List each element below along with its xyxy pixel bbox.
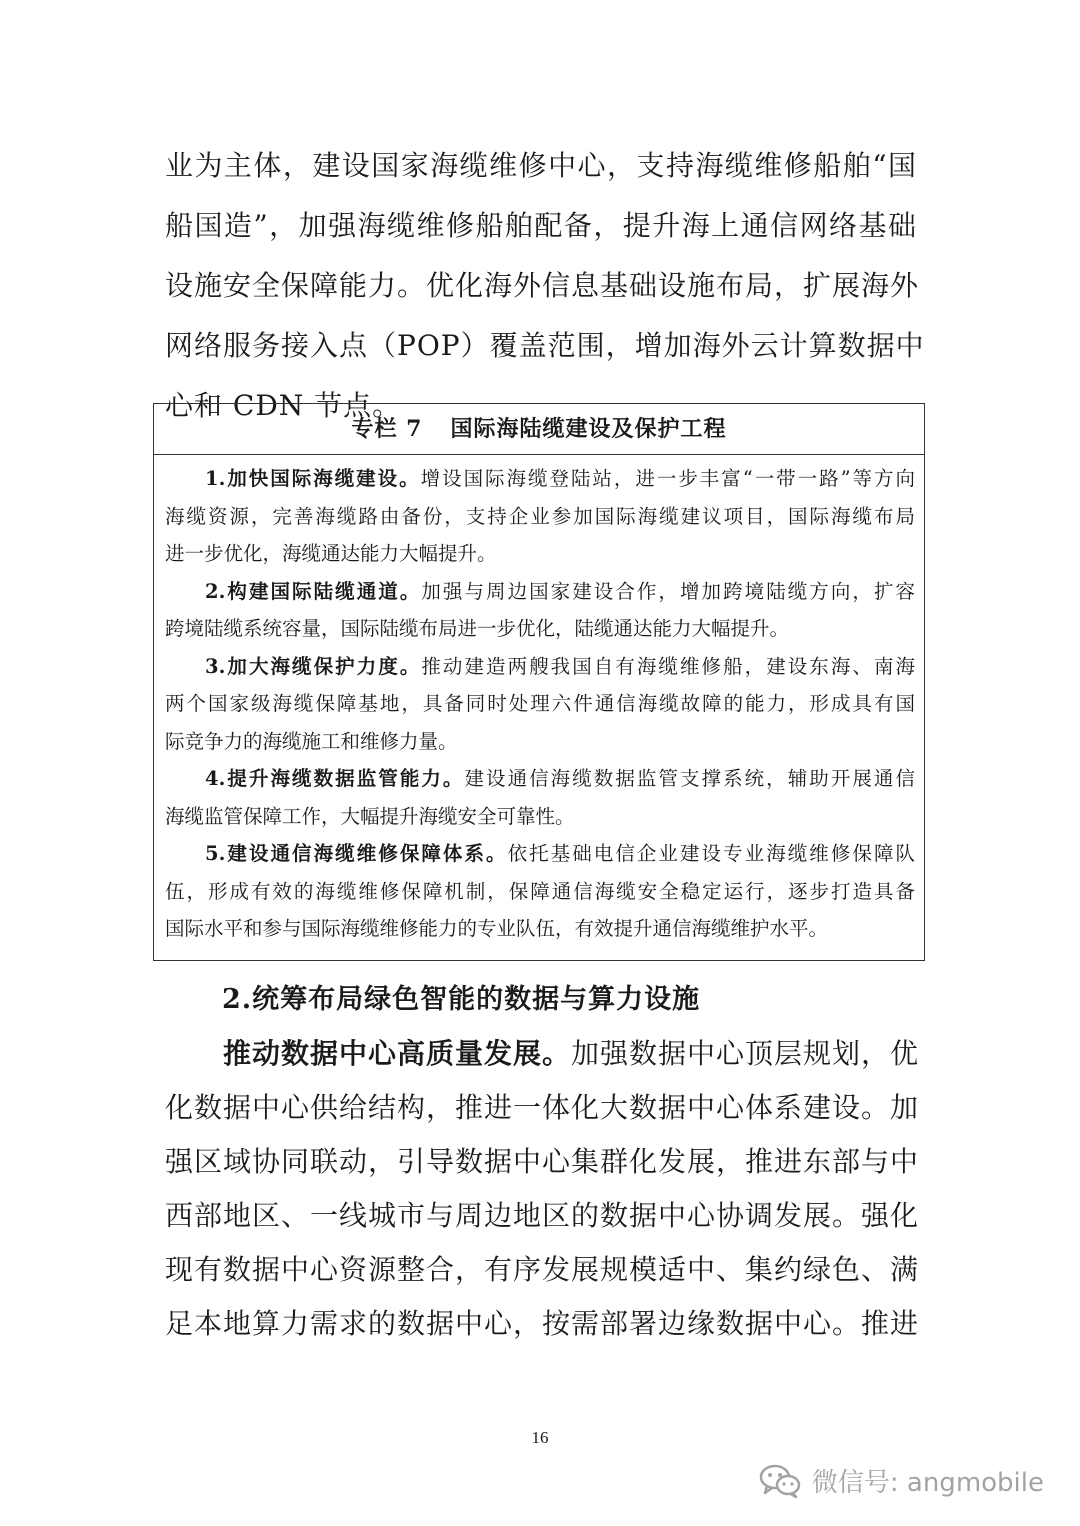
- watermark: [758, 1462, 1044, 1499]
- paragraph-line: 业为主体，建设国家海缆维修中心，支持海缆维修船舶“国: [165, 149, 917, 182]
- item-text: 两个国家级海缆保障基地，具备同时处理六件通信海缆故障的能力，形成具有国: [165, 692, 915, 715]
- box-body: [165, 460, 915, 948]
- wechat-icon: [758, 1463, 802, 1499]
- box-item: [165, 835, 915, 948]
- item-lead: 5.建设通信海缆维修保障体系。: [205, 842, 508, 865]
- section-heading: 2.统筹布局绿色智能的数据与算力设施: [222, 984, 701, 1015]
- paragraph-lead: 推动数据中心高质量发展。: [223, 1037, 572, 1070]
- paragraph-line: 船国造”，加强海缆维修船舶配备，提升海上通信网络基础: [165, 209, 917, 242]
- paragraph-line: 足本地算力需求的数据中心，按需部署边缘数据中心。推进: [165, 1307, 920, 1340]
- paragraph-line: 强区域协同联动，引导数据中心集群化发展，推进东部与中: [165, 1145, 920, 1178]
- paragraph-text: 加强数据中心顶层规划，优: [571, 1037, 920, 1070]
- paragraph-line: 设施安全保障能力。优化海外信息基础设施布局，扩展海外: [165, 269, 920, 302]
- box-item: [165, 648, 915, 761]
- item-text: 推动建造两艘我国自有海缆维修船，建设东海、南海: [421, 654, 915, 678]
- paragraph-line: 化数据中心供给结构，推进一体化大数据中心体系建设。加: [165, 1091, 920, 1124]
- bottom-paragraph: [165, 1030, 920, 1354]
- item-text: 国际水平和参与国际海缆维修能力的专业队伍，有效提升通信海缆维护水平。: [165, 917, 829, 940]
- item-text: 加强与周边国家建设合作，增加跨境陆缆方向，扩容: [421, 579, 915, 603]
- box-item: [165, 460, 915, 573]
- box-title-text: 国际海陆缆建设及保护工程: [450, 416, 727, 442]
- paragraph-line: 现有数据中心资源整合，有序发展规模适中、集约绿色、满: [165, 1253, 920, 1286]
- column-box: [153, 403, 925, 961]
- box-item: [165, 573, 915, 648]
- box-title-label: 专栏 7: [351, 416, 423, 442]
- item-text: 伍，形成有效的海缆维修保障机制，保障通信海缆安全稳定运行，逐步打造具备: [165, 879, 915, 903]
- item-text: 进一步优化，海缆通达能力大幅提升。: [165, 542, 497, 565]
- item-text: 海缆资源，完善海缆路由备份，支持企业参加国际海缆建议项目，国际海缆布局: [165, 504, 915, 528]
- item-text: 际竞争力的海缆施工和维修力量。: [165, 729, 458, 753]
- item-text: 跨境陆缆系统容量，国际陆缆布局进一步优化，陆缆通达能力大幅提升。: [165, 617, 790, 640]
- top-paragraph: [165, 140, 925, 440]
- box-title: [154, 404, 924, 455]
- item-text: 增设国际海缆登陆站，进一步丰富“一带一路”等方向: [420, 467, 915, 490]
- item-lead: 4.提升海缆数据监管能力。: [205, 767, 465, 790]
- item-lead: 1.加快国际海缆建设。: [205, 467, 421, 490]
- item-text: 海缆监管保障工作，大幅提升海缆安全可靠性。: [165, 804, 575, 828]
- item-text: 依托基础电信企业建设专业海缆维修保障队: [507, 842, 915, 865]
- item-lead: 3.加大海缆保护力度。: [205, 654, 422, 678]
- watermark-text: 微信号: angmobile: [811, 1468, 1044, 1498]
- paragraph-line: 心和 CDN 节点。: [165, 389, 402, 422]
- page-number: 16: [531, 1428, 549, 1447]
- paragraph-line: 网络服务接入点（POP）覆盖范围，增加海外云计算数据中: [165, 329, 925, 362]
- item-text: 建设通信海缆数据监管支撑系统，辅助开展通信: [464, 767, 915, 790]
- paragraph-line: 西部地区、一线城市与周边地区的数据中心协调发展。强化: [165, 1199, 920, 1232]
- box-item: [165, 760, 915, 835]
- item-lead: 2.构建国际陆缆通道。: [205, 579, 422, 603]
